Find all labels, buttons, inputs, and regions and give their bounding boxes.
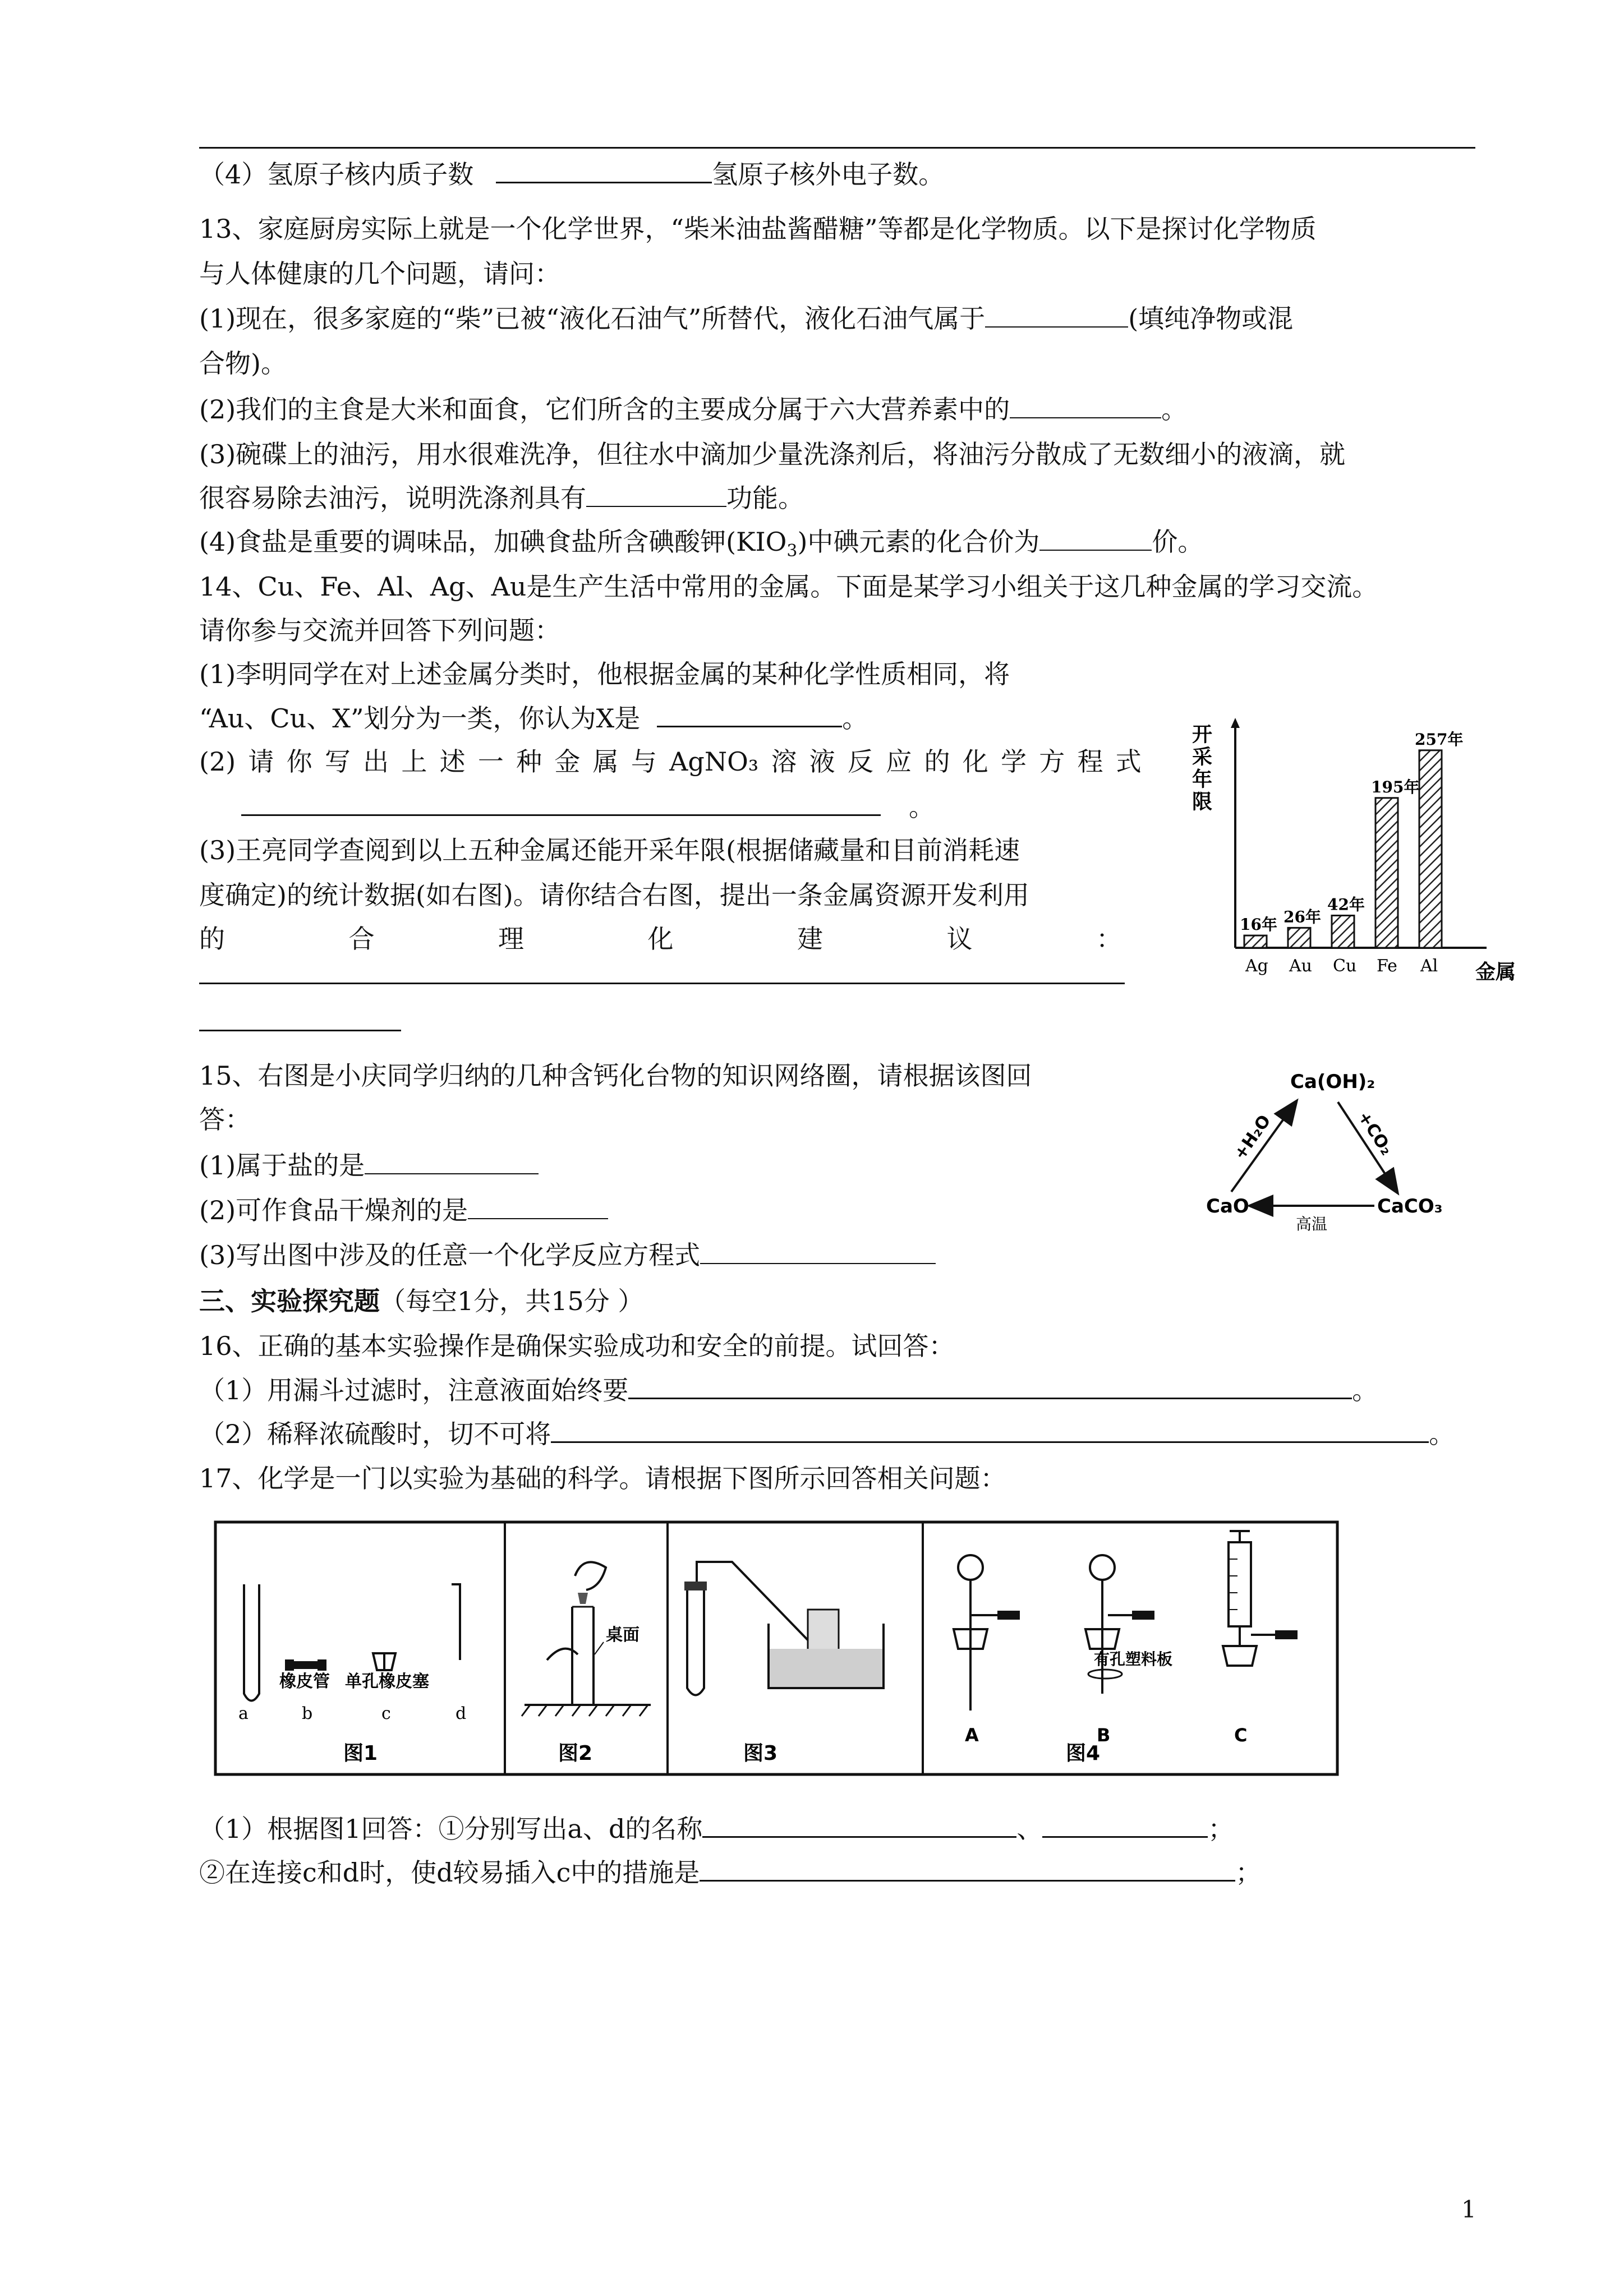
test-tube (687, 1587, 704, 1695)
q15-part2: (2)可作食品干燥剂的是 (199, 1193, 608, 1227)
q16-part1: （1）用漏斗过滤时，注意液面始终要 。 (199, 1373, 1378, 1407)
q14-part3-word: 合 (348, 924, 375, 954)
q14-part2-word: 你 (286, 746, 312, 777)
answer-blank[interactable] (241, 790, 881, 816)
q14-part2-word: 请 (248, 746, 274, 777)
q14-intro-1: 14、Cu、Fe、Al、Ag、Au是生产生活中常用的金属。下面是某学习小组关于这几种金属的学习交流。 (199, 571, 1378, 602)
q13-part4: (4)食盐是重要的调味品，加碘食盐所含碘酸钾$(KIO_3)$中碘元素的化合价为 价。 (199, 525, 1203, 568)
label-B: B (1097, 1725, 1111, 1746)
data-label-cu: 42年 (1327, 895, 1365, 914)
answer-line[interactable] (199, 1030, 401, 1031)
bar-ag (1244, 935, 1267, 948)
fig3-panel (684, 1562, 884, 1765)
label-a: a (238, 1704, 249, 1723)
label-plus-co2: +CO₂ (1354, 1108, 1397, 1159)
q14-part2-word: AgNO₃ (669, 746, 759, 777)
q13-part3-cont: 很容易除去油污，说明洗涤剂具有 功能。 (199, 481, 804, 515)
q13-part1-cont: 合物)。 (199, 348, 287, 379)
bars-group (1240, 730, 1463, 976)
q16-part2: （2）稀释浓硫酸时，切不可将 。 (199, 1417, 1455, 1451)
q17-part1: （1）根据图1回答：①分别写出a、d的名称 、 ； (199, 1811, 1234, 1846)
q15-intro-1: 15、右图是小庆同学归纳的几种含钙化台物的知识网络圈，请根据该图回 (199, 1061, 1032, 1091)
bar-al (1419, 750, 1442, 948)
q14-part1: (1)李明同学在对上述金属分类时，他根据金属的某种化学性质相同，将 (199, 659, 1010, 689)
x-axis-label: 金属 (1475, 961, 1516, 984)
q14-part2-word: 上 (401, 746, 427, 777)
q14-part2-word: 程 (1077, 746, 1103, 777)
bar-au (1288, 928, 1310, 948)
tick-label-al: Al (1420, 956, 1438, 976)
q14-part2-word: 属 (592, 746, 619, 777)
q14-part3: (3)王亮同学查阅到以上五种金属还能开采年限(根据储藏量和目前消耗速 (199, 835, 1020, 865)
answer-blank[interactable] (496, 157, 712, 183)
y-axis-arrow (1231, 718, 1240, 728)
q14-part2-word: 方 (1039, 746, 1065, 777)
q14-part2-word: (2) (199, 746, 236, 777)
answer-blank[interactable] (700, 1855, 1235, 1882)
tick-label-ag: Ag (1245, 956, 1268, 976)
hand-icon (575, 1562, 606, 1590)
data-label-au: 26年 (1283, 907, 1321, 926)
apparatus-figure (213, 1520, 1341, 1778)
bar-fe (1375, 798, 1398, 948)
fig2-panel (522, 1562, 651, 1765)
answer-blank[interactable] (985, 302, 1128, 328)
test-tube (572, 1607, 594, 1705)
answer-blank[interactable] (1010, 393, 1161, 418)
q14-part2 (199, 745, 1142, 778)
answer-blank[interactable] (551, 1417, 1429, 1443)
funnel-A (958, 1555, 983, 1580)
glass-tube-d (452, 1584, 460, 1660)
fig1-caption: 图1 (343, 1742, 378, 1765)
q15-intro-2: 答： (199, 1104, 251, 1135)
q14-part1-cont: “Au、Cu、X”划分为一类，你认为X是 。 (199, 701, 868, 735)
tick-label-au: Au (1289, 956, 1312, 976)
q14-part3-word: ： (1096, 924, 1122, 954)
q14-part3-word: 议 (946, 924, 973, 954)
answer-line[interactable] (199, 983, 1125, 984)
figure-border (215, 1522, 1337, 1774)
q13-part1: (1)现在，很多家庭的“柴”已被“液化石油气”所替代，液化石油气属于 (填纯净物或混 (199, 302, 1293, 335)
perforated-plate (1088, 1670, 1122, 1679)
label-plus-h2o: +H₂O (1230, 1111, 1275, 1164)
q14-part3-word: 化 (647, 924, 674, 954)
answer-blank[interactable] (628, 1373, 1352, 1399)
funnel-B (1090, 1555, 1115, 1580)
q14-part2-word: 溶 (771, 746, 797, 777)
tick-label-cu: Cu (1333, 956, 1357, 976)
node-caco3: CaCO₃ (1377, 1195, 1443, 1218)
label-high-temp: 高温 (1296, 1215, 1328, 1233)
mining-years-chart (1172, 712, 1516, 993)
q14-part3-word: 理 (498, 924, 524, 954)
bar-cu (1332, 915, 1354, 948)
syringe-C (1229, 1542, 1251, 1626)
q14-part2-word: 写 (324, 746, 351, 777)
q14-part2-word: 的 (924, 746, 950, 777)
q14-part3-cont: 度确定)的统计数据(如右图)。请你结合右图，提出一条金属资源开发利用 (199, 880, 1029, 910)
answer-blank[interactable] (468, 1193, 608, 1219)
q14-part3-justified (199, 922, 1122, 956)
q13-part2: (2)我们的主食是大米和面食，它们所含的主要成分属于六大营养素中的 。 (199, 393, 1187, 426)
q14-part2-word: 述 (439, 746, 466, 777)
answer-blank[interactable] (702, 1811, 1016, 1838)
q14-part2-word: 金 (554, 746, 581, 777)
q12-4-line: （4）氢原子核内质子数 氢原子核外电子数。 (199, 157, 944, 191)
data-label-ag: 16年 (1240, 915, 1277, 934)
q14-part2-word: 应 (886, 746, 912, 777)
data-label-fe: 195年 (1371, 777, 1420, 796)
label-desk: 桌面 (606, 1625, 640, 1645)
tick-label-fe: Fe (1377, 956, 1397, 976)
label-one-hole-stopper: 单孔橡皮塞 (345, 1672, 429, 1691)
q14-part2-word: 化 (962, 746, 988, 777)
q14-part2-word: 液 (809, 746, 835, 777)
q14-part2-word: 反 (848, 746, 873, 777)
label-rubber-tube: 橡皮管 (279, 1672, 330, 1691)
fig2-caption: 图2 (558, 1742, 593, 1765)
q14-part2-word: 种 (516, 746, 542, 777)
node-cao: CaO (1206, 1195, 1249, 1218)
stopper (578, 1593, 588, 1604)
q15-part1: (1)属于盐的是 (199, 1149, 539, 1182)
q14-part2-word: 一 (477, 746, 504, 777)
fig1-panel (238, 1584, 466, 1765)
node-caoh2: Ca(OH)₂ (1290, 1071, 1375, 1093)
label-b: b (302, 1704, 313, 1723)
answer-blank[interactable] (1039, 525, 1152, 551)
label-plate: 有孔塑料板 (1094, 1650, 1173, 1668)
header-rule (199, 147, 1475, 149)
q17-intro: 17、化学是一门以实验为基础的科学。请根据下图所示回答相关问题： (199, 1463, 1006, 1493)
fig3-caption: 图3 (743, 1742, 778, 1765)
label-C: C (1234, 1725, 1248, 1746)
rubber-tube-b (292, 1661, 320, 1669)
water (770, 1649, 882, 1687)
y-axis-label: 开采年限 (1189, 723, 1212, 813)
answer-blank[interactable] (700, 1238, 936, 1264)
q14-part2-word: 学 (1001, 746, 1027, 777)
q13-part3: (3)碗碟上的油污，用水很难洗净，但往水中滴加少量洗涤剂后，将油污分散成了无数细小的液滴，就 (199, 439, 1346, 469)
answer-blank[interactable] (586, 481, 726, 507)
test-tube-a (244, 1584, 259, 1701)
page-number: 1 (1461, 2196, 1476, 2223)
q13-intro-2: 与人体健康的几个问题，请问： (199, 259, 560, 289)
q14-part3-word: 建 (797, 924, 823, 954)
q14-part2-answer: 。 (241, 790, 935, 824)
q14-part2-word: 式 (1115, 746, 1142, 777)
q16-intro: 16、正确的基本实验操作是确保实验成功和安全的前提。试回答： (199, 1331, 955, 1361)
delivery-tube (697, 1562, 819, 1652)
label-A: A (965, 1725, 979, 1746)
answer-blank[interactable] (1042, 1811, 1208, 1838)
label-c: c (381, 1704, 391, 1723)
q15-part3: (3)写出图中涉及的任意一个化学反应方程式 (199, 1238, 936, 1272)
data-label-al: 257年 (1415, 730, 1464, 749)
fig4-caption: 图4 (1066, 1742, 1101, 1765)
label-d: d (456, 1704, 467, 1723)
calcium-cycle-diagram (1189, 1066, 1459, 1234)
q13-intro-1: 13、家庭厨房实际上就是一个化学世界，“柴米油盐酱醋糖”等都是化学物质。以下是探讨化学物质 (199, 214, 1317, 244)
fig4-panel (954, 1531, 1298, 1765)
q14-intro-2: 请你参与交流并回答下列问题： (199, 615, 560, 646)
answer-blank[interactable] (365, 1149, 539, 1174)
section-3-heading: 三、实验探究题（每空1分，共15分 ） (199, 1286, 644, 1316)
q17-part2: ②在连接c和d时，使d较易插入c中的措施是 ； (199, 1855, 1261, 1889)
q14-part3-word: 的 (199, 924, 225, 954)
q14-part2-word: 与 (631, 746, 657, 777)
answer-blank[interactable] (657, 701, 842, 727)
q14-part2-word: 出 (363, 746, 389, 777)
